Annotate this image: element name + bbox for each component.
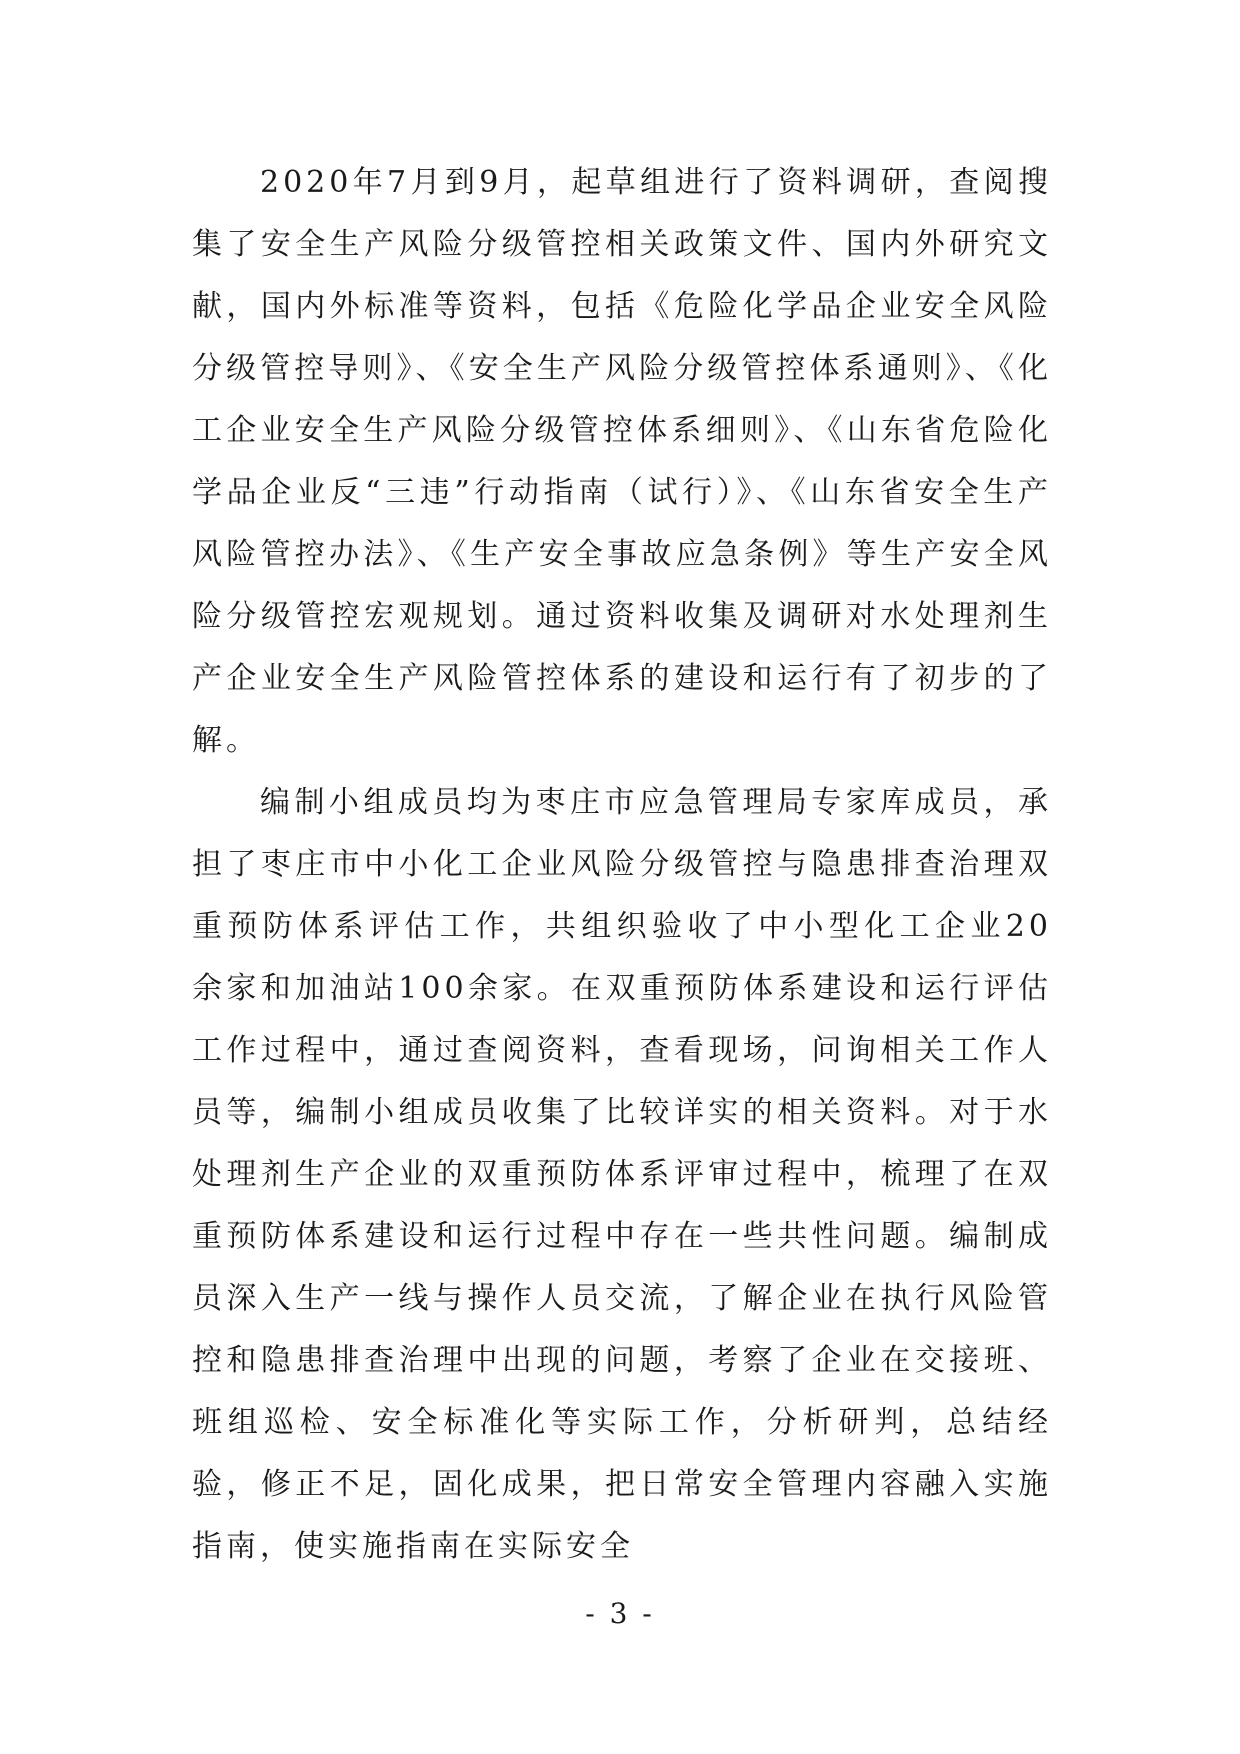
paragraph-team: 编制小组成员均为枣庄市应急管理局专家库成员，承担了枣庄市中小化工企业风险分级管控与隐患排查治理双重预防体系评估工作，共组织验收了中小型化工企业20余家和加油站100余家。在双重预防体系建设和运行评估工作过程中，通过查阅资料，查看现场，问询相关工作人员等，编制小组成员收集了比较详实的相关资料。对于水处理剂生产企业的双重预防体系评审过程中，梳理了在双重预防体系建设和运行过程中存在一些共性问题。编制成员深入生产一线与操作人员交流，了解企业在执行风险管控和隐患排查治理中出现的问题，考察了企业在交接班、班组巡检、安全标准化等实际工作，分析研判，总结经验，修正不足，固化成果，把日常安全管理内容融入实施指南，使实施指南在实际安全: [192, 785, 1052, 1564]
page-number: - 3 -: [585, 1597, 655, 1630]
body-text: [192, 152, 1052, 1578]
paragraph-research: 2020年7月到9月，起草组进行了资料调研，查阅搜集了安全生产风险分级管控相关政策文件、国内外研究文献，国内外标准等资料，包括《危险化学品企业安全风险分级管控导则》、《安全生产风险分级管控体系通则》、《化工企业安全生产风险分级管控体系细则》、《山东省危险化学品企业反“三违”行动指南（试行）》、《山东省安全生产风险管控办法》、《生产安全事故应急条例》等生产安全风险分级管控宏观规划。通过资料收集及调研对水处理剂生产企业安全生产风险管控体系的建设和运行有了初步的了解。: [192, 165, 1052, 758]
